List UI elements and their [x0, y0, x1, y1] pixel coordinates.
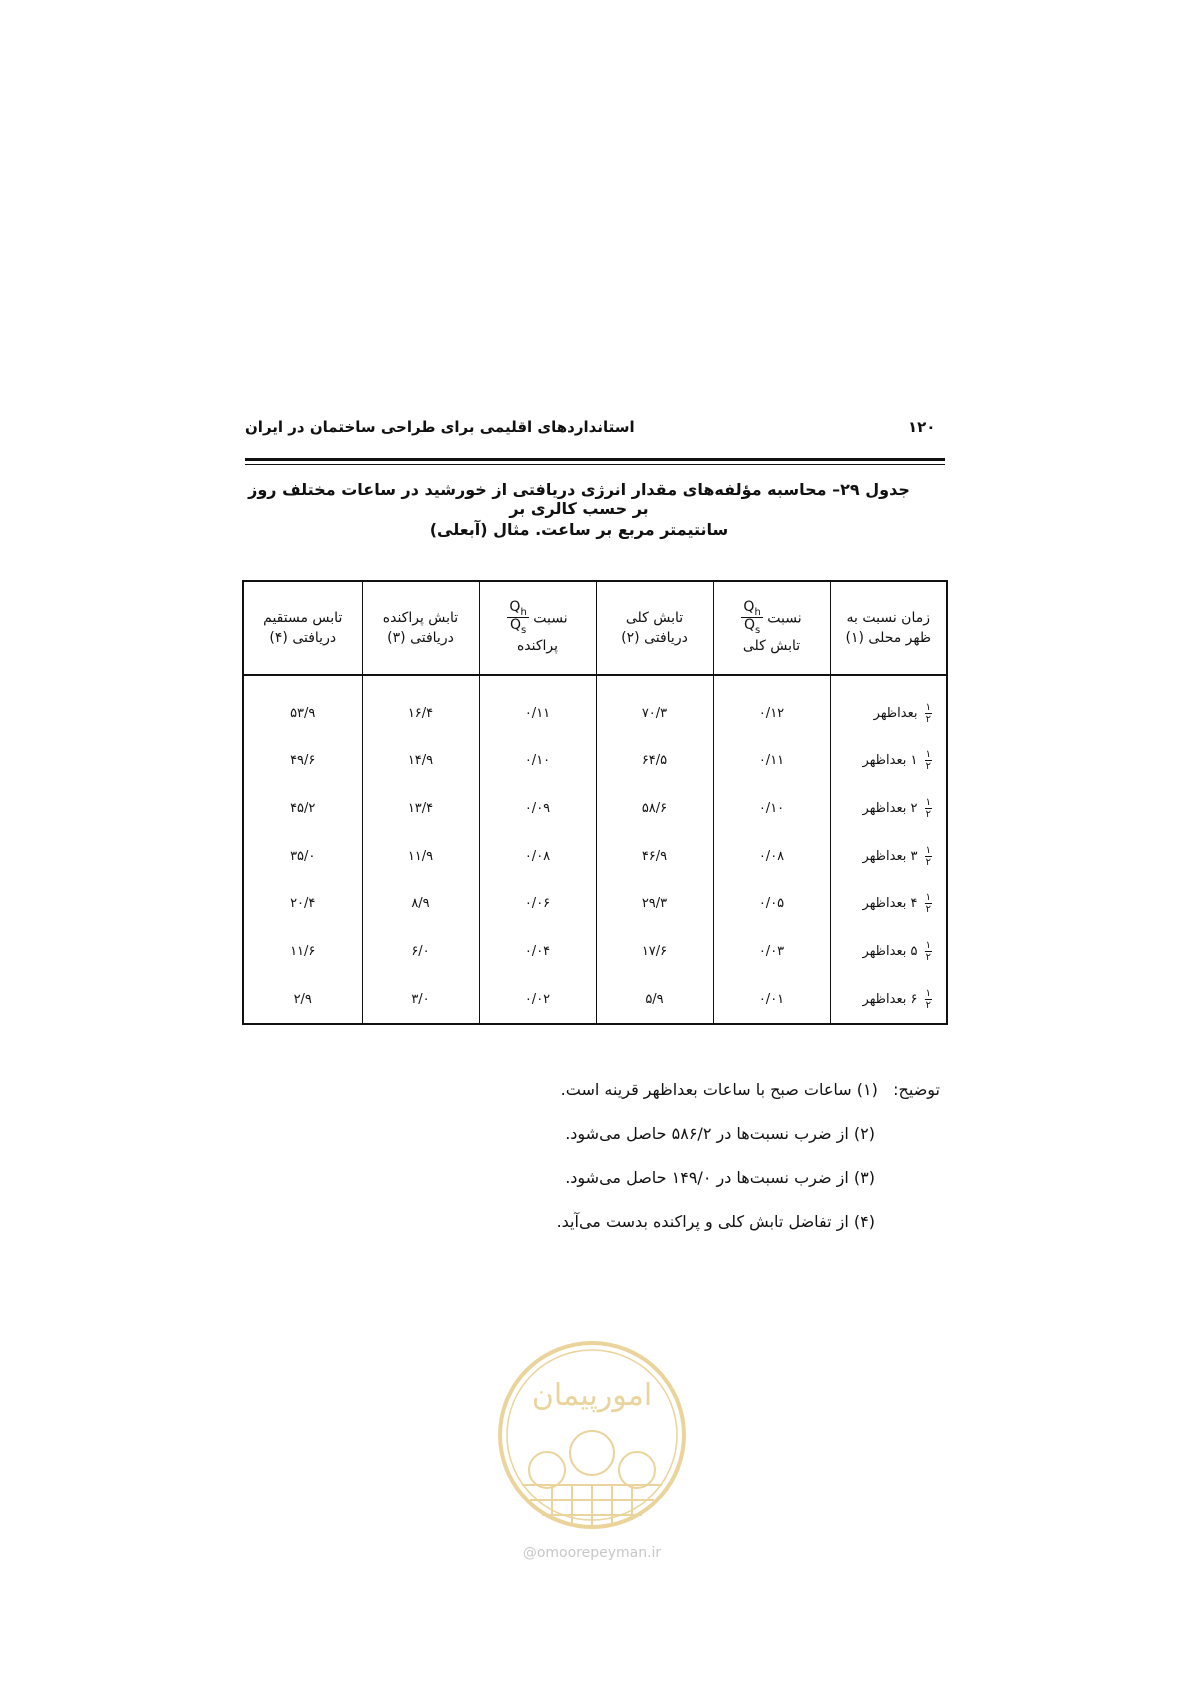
direct-cell: ۳۵/۰ — [243, 832, 362, 880]
ratio-diffuse-cell: ۰/۰۲ — [479, 975, 596, 1024]
total-cell: ۴۶/۹ — [596, 832, 713, 880]
qh-over-qs-fraction — [741, 600, 762, 637]
table-row — [243, 675, 947, 737]
ratio-diffuse-cell: ۰/۰۸ — [479, 832, 596, 880]
ratio-total-cell: ۰/۰۵ — [713, 880, 830, 928]
table-row — [243, 785, 947, 833]
half-fraction: $\frac{۱}{۲}$ — [925, 797, 931, 821]
time-suffix: بعداظهر — [862, 943, 907, 959]
header-ratio-total — [713, 581, 830, 675]
total-cell: ۲۹/۳ — [596, 880, 713, 928]
header-direct: تابس مستقیم دریافتی (۴) — [243, 581, 362, 675]
qh-over-qs-fraction — [507, 600, 528, 637]
time-cell — [830, 785, 947, 833]
time-cell — [830, 675, 947, 737]
table-row — [243, 928, 947, 976]
time-suffix: بعداظهر — [862, 896, 907, 912]
header-rule-thin — [245, 464, 945, 465]
direct-cell: ۵۳/۹ — [243, 675, 362, 737]
note-2: (۲) از ضرب نسبت‌ها در ۵۸۶/۲ حاصل می‌شود. — [565, 1124, 875, 1143]
qh-symbol: Q — [743, 598, 755, 615]
ratio-total-cell: ۰/۰۸ — [713, 832, 830, 880]
direct-cell: ۲/۹ — [243, 975, 362, 1024]
time-suffix: بعداظهر — [873, 705, 918, 721]
time-cell — [830, 928, 947, 976]
notes-label: توضیح: — [893, 1080, 940, 1099]
diffuse-cell: ۸/۹ — [362, 880, 479, 928]
header-ratio-diffuse-suffix: پراکنده — [516, 638, 559, 655]
table-caption-line-1: جدول ۲۹– محاسبه مؤلفه‌های مقدار انرژی دریافتی از خورشید در ساعات مختلف روز بر حسب کالری بر — [248, 480, 910, 518]
ratio-total-cell: ۰/۰۳ — [713, 928, 830, 976]
total-cell: ۶۴/۵ — [596, 737, 713, 785]
half-fraction: $\frac{۱}{۲}$ — [925, 892, 931, 916]
ratio-total-cell: ۰/۱۱ — [713, 737, 830, 785]
solar-energy-table — [242, 580, 948, 1025]
watermark-text: امورپیمان — [531, 1378, 653, 1413]
time-hour: ۲ — [910, 801, 918, 817]
direct-cell: ۱۱/۶ — [243, 928, 362, 976]
time-hour: ۳ — [910, 848, 918, 864]
total-cell: ۵/۹ — [596, 975, 713, 1024]
ratio-diffuse-cell: ۰/۱۰ — [479, 737, 596, 785]
time-suffix: بعداظهر — [862, 801, 907, 817]
qs-symbol: Q — [743, 617, 755, 634]
ratio-diffuse-cell: ۰/۰۶ — [479, 880, 596, 928]
qs-symbol: Q — [509, 617, 521, 634]
header-ratio-diffuse — [479, 581, 596, 675]
watermark-url: @omoorepeyman.ir — [522, 1545, 662, 1561]
direct-cell: ۲۰/۴ — [243, 880, 362, 928]
time-suffix: بعداظهر — [862, 991, 907, 1007]
time-suffix: بعداظهر — [862, 753, 907, 769]
diffuse-cell: ۶/۰ — [362, 928, 479, 976]
page-number: ۱۲۰ — [908, 418, 936, 436]
qh-subscript: h — [754, 606, 761, 618]
table-row — [243, 880, 947, 928]
total-cell: ۱۷/۶ — [596, 928, 713, 976]
header-total: تابش کلی دریافتی (۲) — [596, 581, 713, 675]
note-4: (۴) از تفاضل تابش کلی و پراکنده بدست می‌آید. — [556, 1212, 875, 1231]
ratio-diffuse-cell: ۰/۰۹ — [479, 785, 596, 833]
ratio-total-cell: ۰/۰۱ — [713, 975, 830, 1024]
table-row — [243, 737, 947, 785]
qh-subscript: h — [520, 606, 527, 618]
header-ratio-diffuse-prefix: نسبت — [533, 609, 568, 626]
header-time: زمان نسبت به ظهر محلی (۱) — [830, 581, 947, 675]
diffuse-cell: ۱۱/۹ — [362, 832, 479, 880]
half-fraction: $\frac{۱}{۲}$ — [925, 749, 931, 773]
notes-section — [500, 1068, 940, 1244]
time-hour: ۱ — [910, 753, 918, 769]
qs-subscript: s — [755, 625, 761, 637]
time-cell — [830, 975, 947, 1024]
ratio-diffuse-cell: ۰/۱۱ — [479, 675, 596, 737]
time-cell — [830, 880, 947, 928]
table-row — [243, 832, 947, 880]
total-cell: ۷۰/۳ — [596, 675, 713, 737]
qs-subscript: s — [521, 625, 527, 637]
diffuse-cell: ۳/۰ — [362, 975, 479, 1024]
half-fraction: $\frac{۱}{۲}$ — [925, 701, 931, 725]
diffuse-cell: ۱۴/۹ — [362, 737, 479, 785]
time-cell — [830, 832, 947, 880]
qh-symbol: Q — [509, 598, 521, 615]
time-hour: ۶ — [910, 991, 918, 1007]
diffuse-cell: ۱۶/۴ — [362, 675, 479, 737]
table-row — [243, 975, 947, 1024]
total-cell: ۵۸/۶ — [596, 785, 713, 833]
header-ratio-total-suffix: تابش کلی — [742, 638, 801, 655]
diffuse-cell: ۱۳/۴ — [362, 785, 479, 833]
half-fraction: $\frac{۱}{۲}$ — [925, 844, 931, 868]
ratio-total-cell: ۰/۱۰ — [713, 785, 830, 833]
time-hour: ۵ — [910, 943, 918, 959]
header-ratio-total-prefix: نسبت — [767, 609, 802, 626]
ratio-diffuse-cell: ۰/۰۴ — [479, 928, 596, 976]
header-rule-thick — [245, 458, 945, 461]
header-diffuse: تابش پراکنده دریافتی (۳) — [362, 581, 479, 675]
time-suffix: بعداظهر — [862, 848, 907, 864]
time-cell — [830, 737, 947, 785]
note-3: (۳) از ضرب نسبت‌ها در ۱۴۹/۰ حاصل می‌شود. — [565, 1168, 875, 1187]
table-header-row — [243, 581, 947, 675]
table-caption-line-2: سانتیمتر مربع بر ساعت. مثال (آبعلی) — [429, 520, 729, 539]
half-fraction: $\frac{۱}{۲}$ — [925, 987, 931, 1011]
watermark-logo — [492, 1335, 692, 1585]
running-head: استانداردهای اقلیمی برای طراحی ساختمان در ایران — [245, 418, 635, 436]
direct-cell: ۴۹/۶ — [243, 737, 362, 785]
half-fraction: $\frac{۱}{۲}$ — [925, 939, 931, 963]
ratio-total-cell: ۰/۱۲ — [713, 675, 830, 737]
direct-cell: ۴۵/۲ — [243, 785, 362, 833]
time-hour: ۴ — [910, 896, 918, 912]
note-1: توضیح: (۱) ساعات صبح با ساعات بعداظهر قرینه است. — [560, 1080, 940, 1099]
